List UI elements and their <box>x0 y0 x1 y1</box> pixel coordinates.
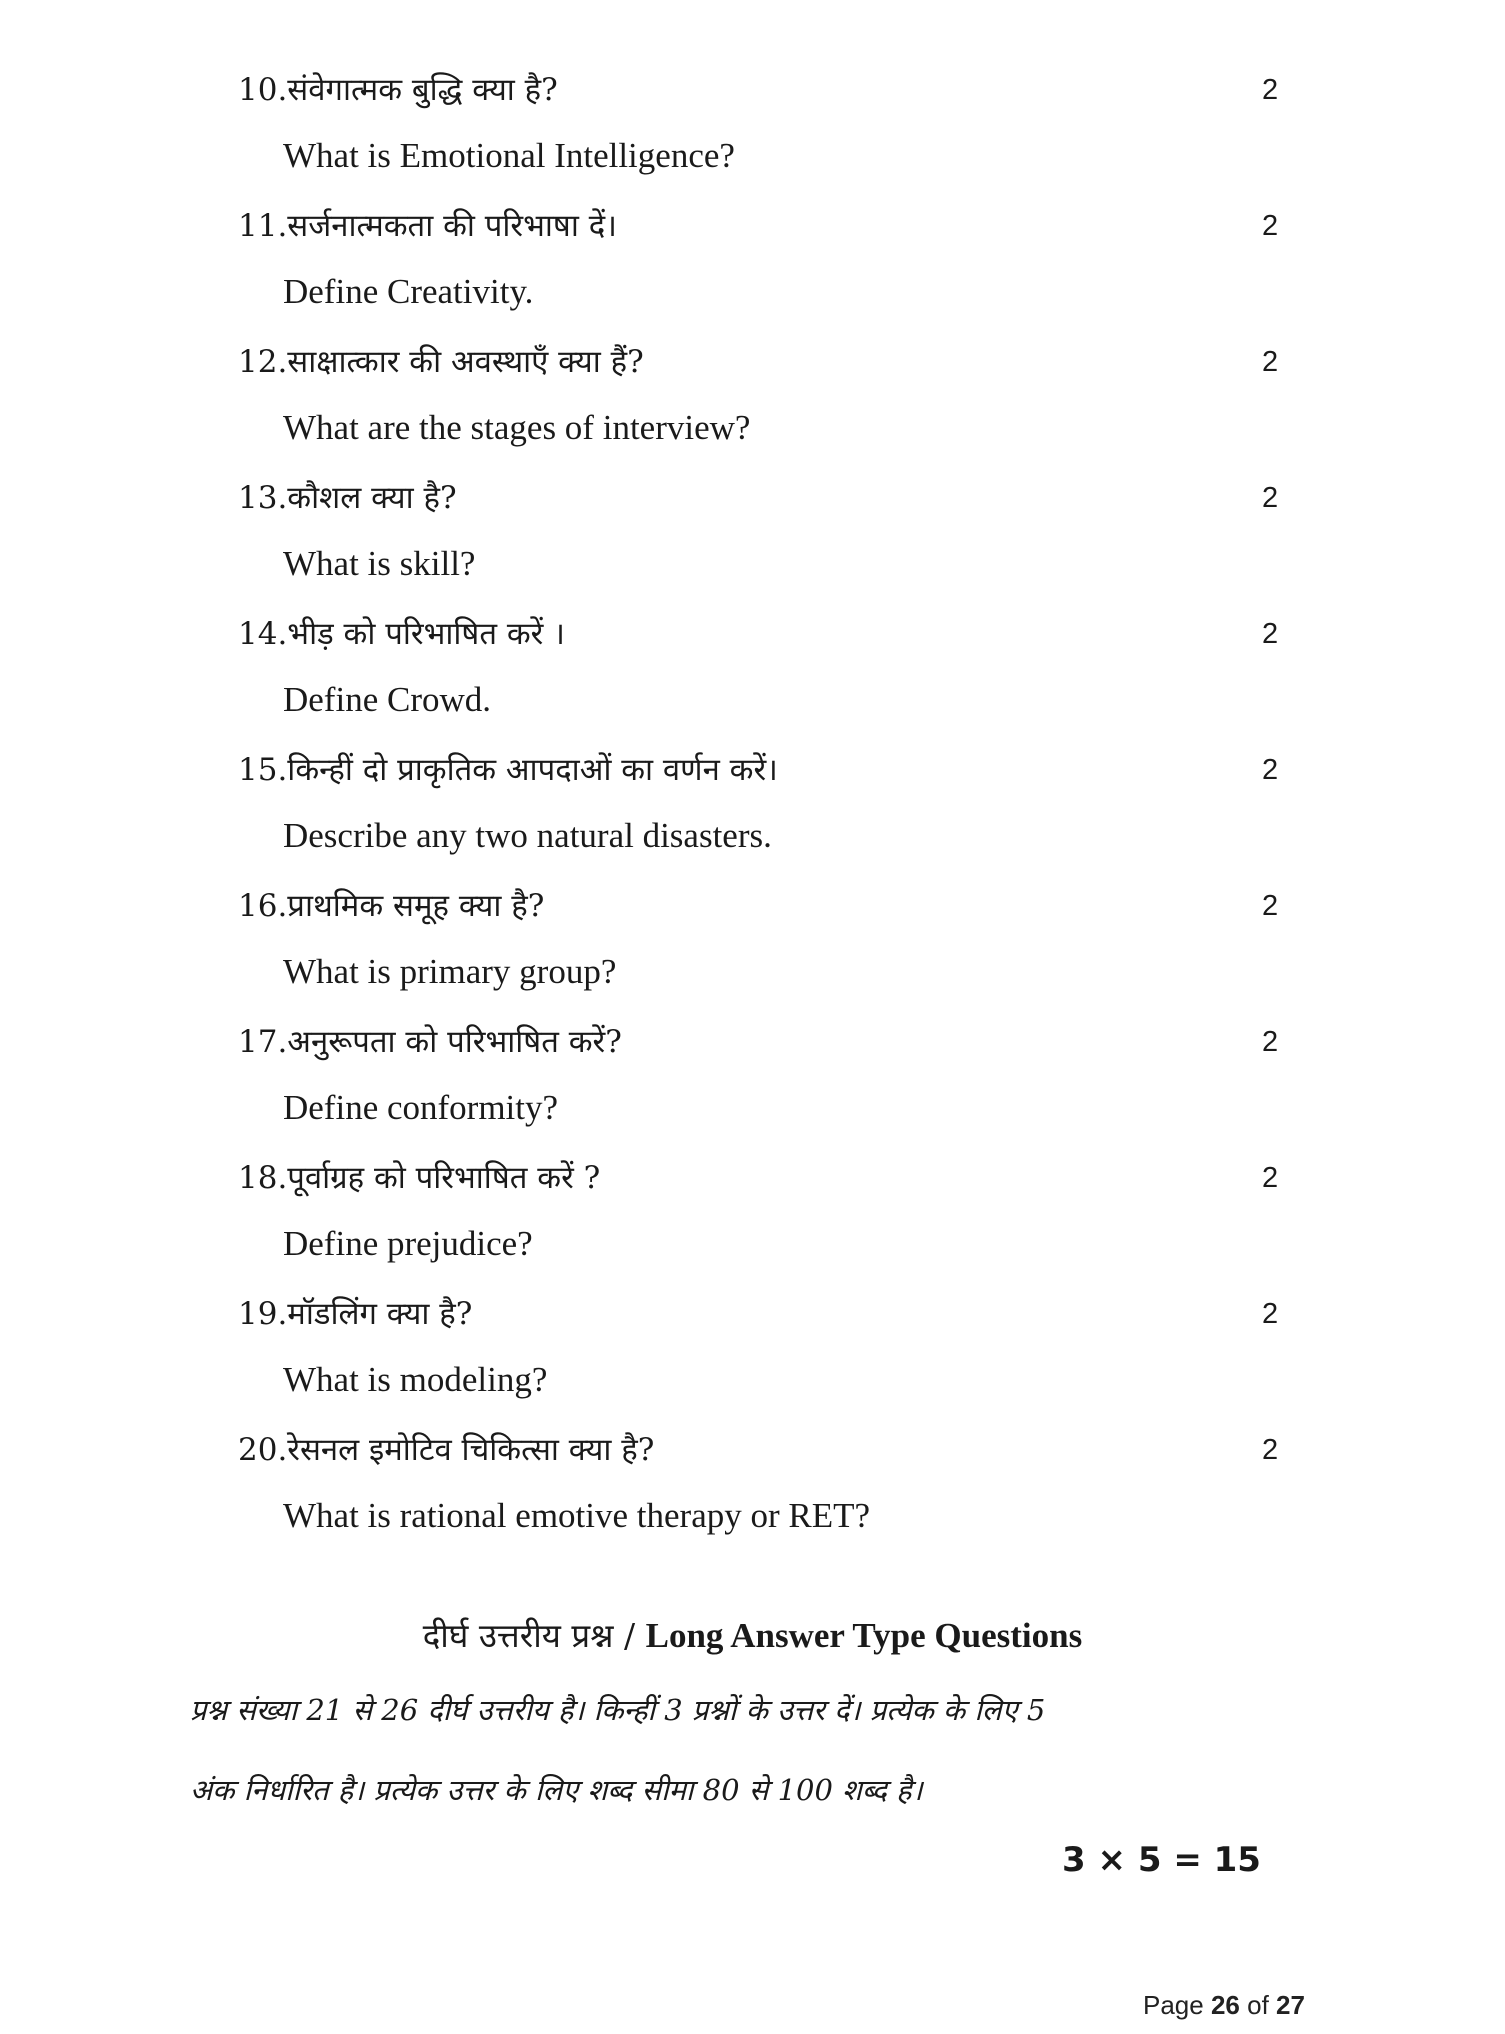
marks-formula: 3 × 5 = 15 <box>1062 1840 1261 1880</box>
question-english-text: Define conformity? <box>283 1088 559 1127</box>
question-english-text: Define Creativity. <box>283 272 534 311</box>
question-hindi-text: 15.किन्हीं दो प्राकृतिक आपदाओं का वर्णन करें। <box>238 752 778 788</box>
question-hindi-text: 17.अनुरूपता को परिभाषित करें? <box>238 1024 622 1060</box>
question-hindi-text: 19.मॉडलिंग क्या है? <box>238 1296 473 1332</box>
page-number: 26 <box>1210 1990 1240 2020</box>
section-heading-english: Long Answer Type Questions <box>645 1616 1083 1655</box>
question-english-text: What is skill? <box>283 544 476 583</box>
page-total: 27 <box>1276 1990 1305 2020</box>
instruction-line-1: प्रश्न संख्या 21 से 26 दीर्घ उत्तरीय है। किन्हीं 3 प्रश्नों के उत्तर दें। प्रत्येक के लिए 5 <box>190 1693 1046 1727</box>
question-marks: 2 <box>1262 1298 1279 1330</box>
question-marks: 2 <box>1262 210 1279 242</box>
question-english-text: Define Crowd. <box>283 680 492 719</box>
question-english-text: Define prejudice? <box>283 1224 533 1263</box>
question-hindi-text: 20.रेसनल इमोटिव चिकित्सा क्या है? <box>238 1432 655 1468</box>
question-hindi-text: 16.प्राथमिक समूह क्या है? <box>238 888 545 924</box>
question-marks: 2 <box>1262 74 1279 106</box>
question-marks: 2 <box>1262 1434 1279 1466</box>
page-label: Page <box>1143 1990 1204 2020</box>
question-hindi-text: 18.पूर्वाग्रह को परिभाषित करें ? <box>238 1160 601 1196</box>
question-english-text: What is primary group? <box>283 952 617 991</box>
question-hindi-text: 13.कौशल क्या है? <box>238 480 457 516</box>
question-english-text: What is modeling? <box>283 1360 548 1399</box>
question-hindi-text: 14.भीड़ को परिभाषित करें । <box>238 616 565 652</box>
question-hindi-text: 11.सर्जनात्मकता की परिभाषा दें। <box>238 208 617 244</box>
question-english-text: What is rational emotive therapy or RET? <box>283 1496 871 1535</box>
question-hindi-text: 10.संवेगात्मक बुद्धि क्या है? <box>238 72 558 108</box>
question-marks: 2 <box>1262 618 1279 650</box>
section-heading <box>0 1612 1505 1657</box>
question-english-text: Describe any two natural disasters. <box>283 816 772 855</box>
page-footer <box>1143 1990 1305 2021</box>
question-english-text: What are the stages of interview? <box>283 408 751 447</box>
question-marks: 2 <box>1262 346 1279 378</box>
question-hindi-text: 12.साक्षात्कार की अवस्थाएँ क्या हैं? <box>238 344 644 380</box>
question-marks: 2 <box>1262 754 1279 786</box>
question-marks: 2 <box>1262 482 1279 514</box>
question-marks: 2 <box>1262 1162 1279 1194</box>
page-of-label: of <box>1247 1990 1269 2020</box>
section-heading-hindi: दीर्घ उत्तरीय प्रश्न / <box>422 1616 636 1655</box>
question-marks: 2 <box>1262 1026 1279 1058</box>
question-marks: 2 <box>1262 890 1279 922</box>
instruction-line-2: अंक निर्धारित है। प्रत्येक उत्तर के लिए शब्द सीमा 80 से 100 शब्द है। <box>190 1773 923 1807</box>
question-english-text: What is Emotional Intelligence? <box>283 136 735 175</box>
